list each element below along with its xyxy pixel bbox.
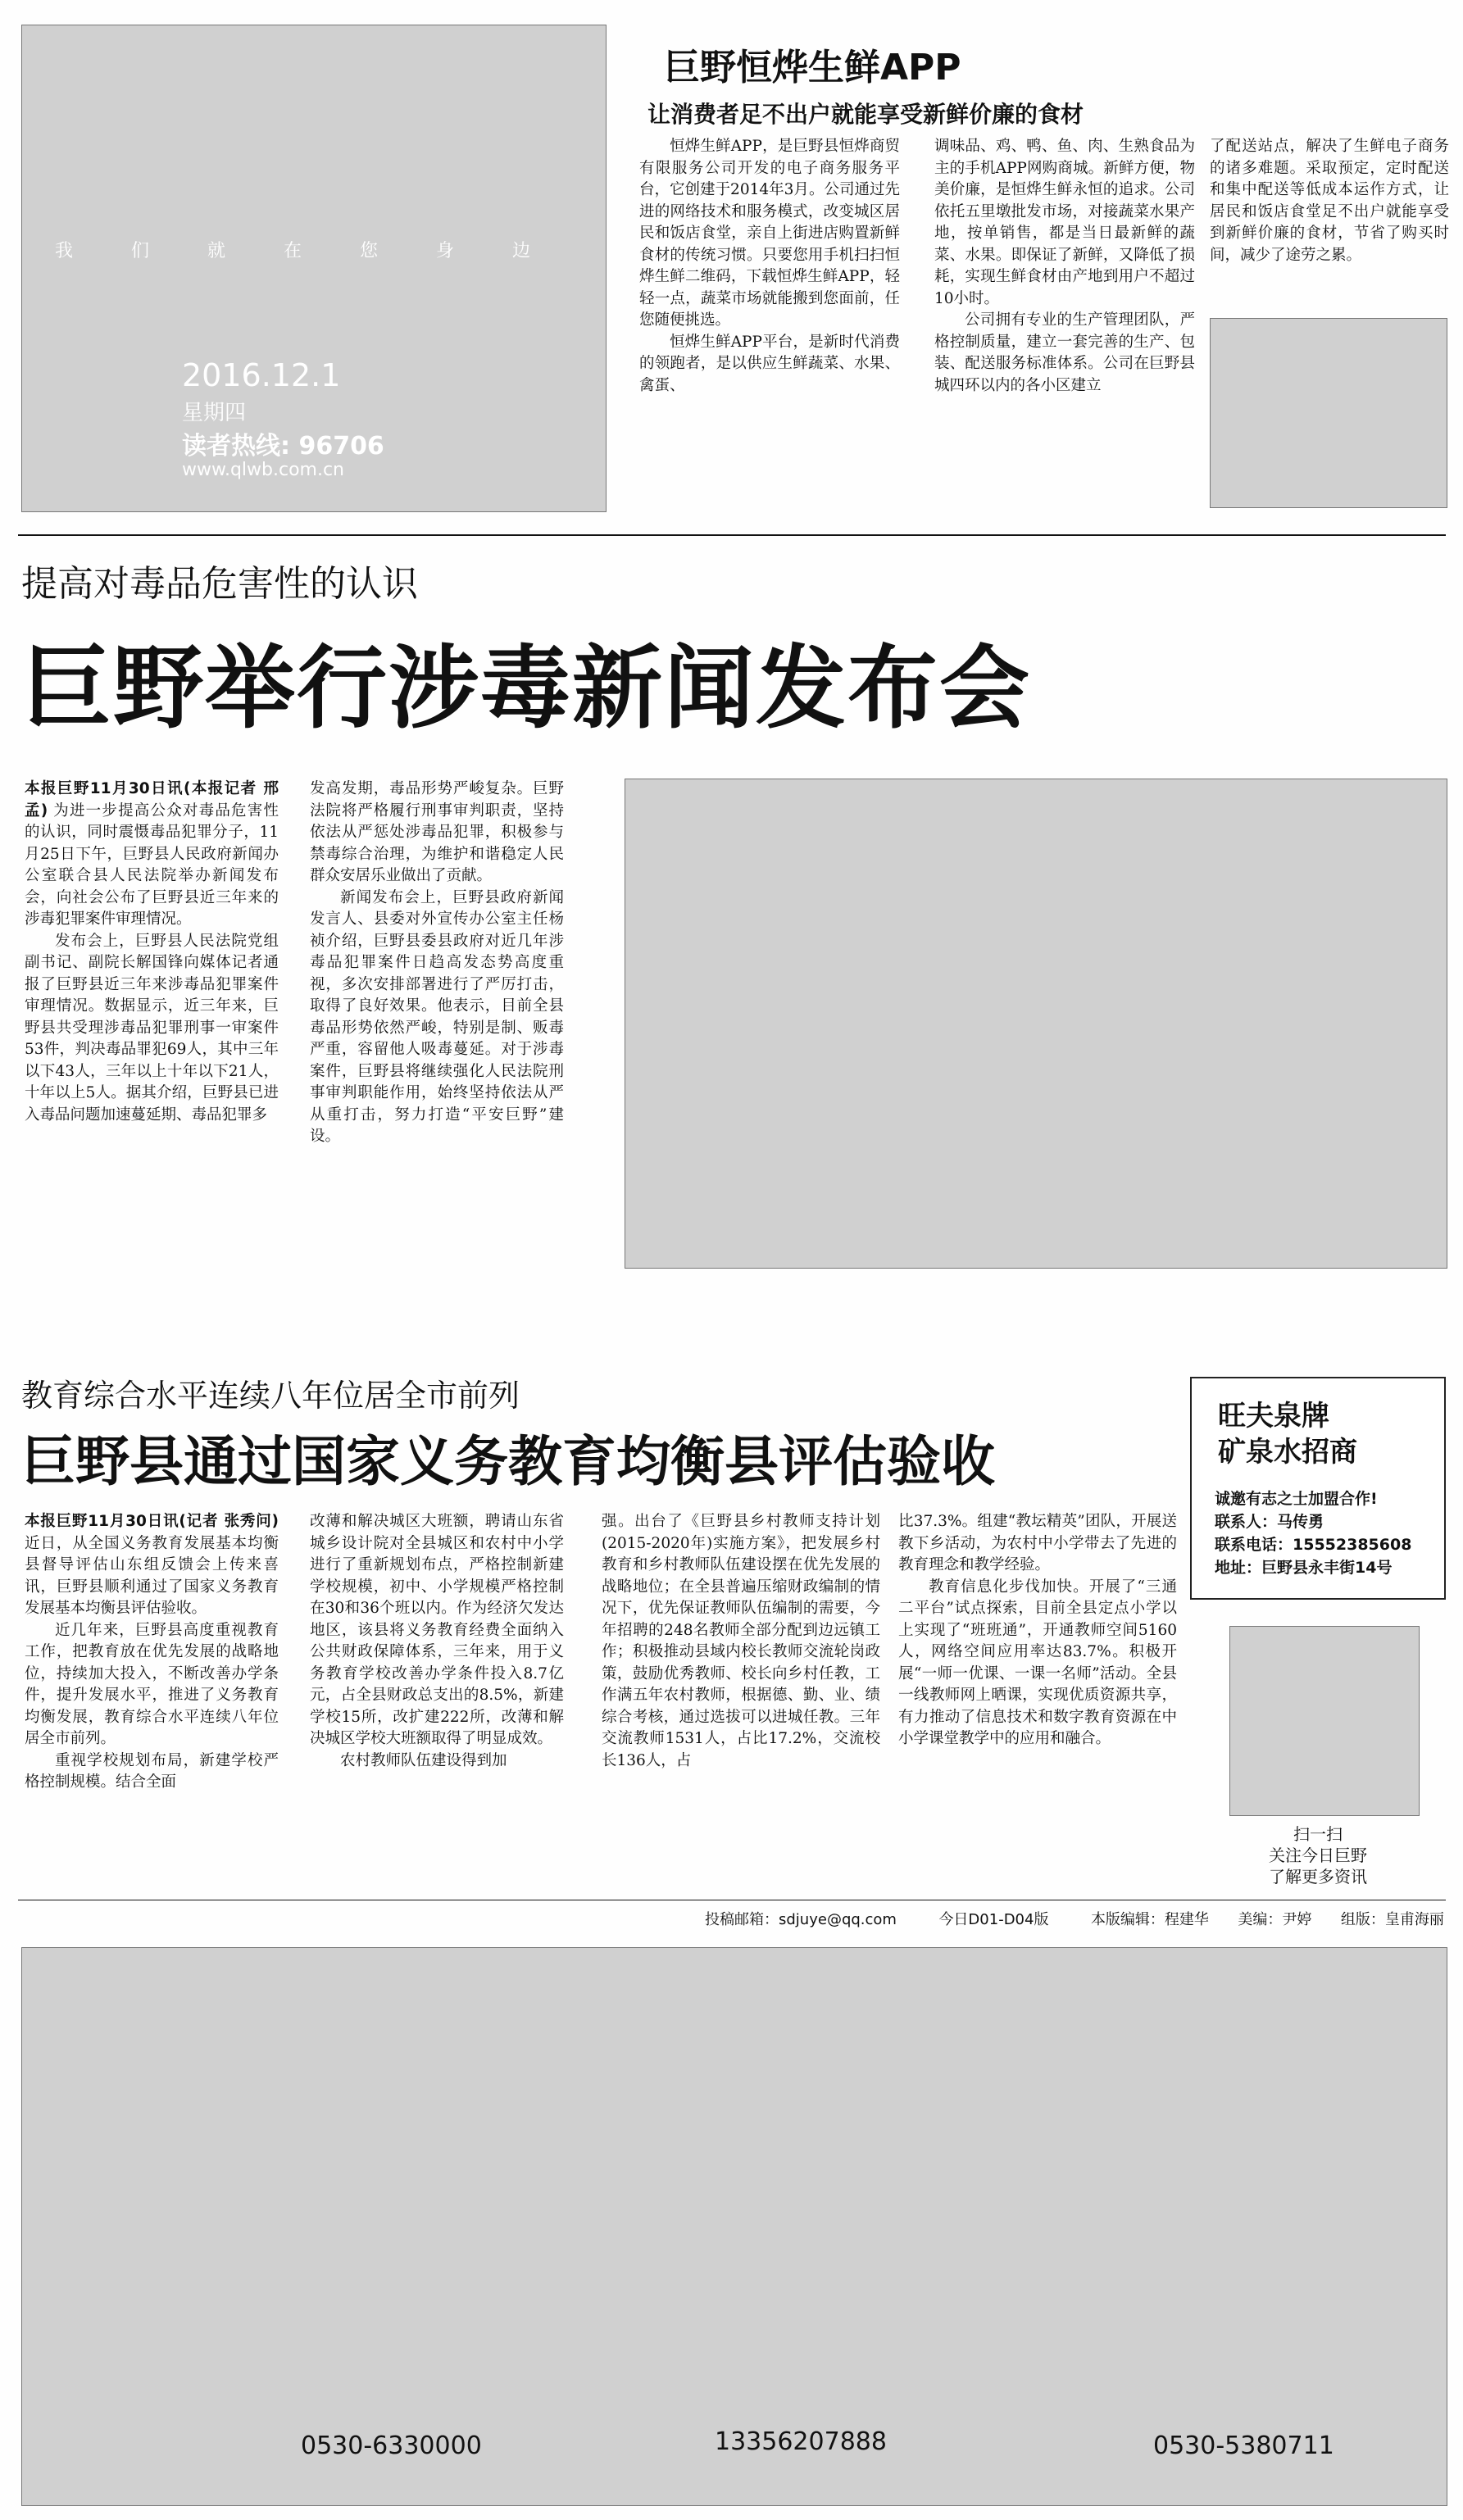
- masthead-website[interactable]: www.qlwb.com.cn: [182, 460, 344, 480]
- article2-col2: [310, 779, 564, 1270]
- article3-col1-p1-text: 近日，从全国义务教育发展基本均衡县督导评估山东组反馈会上传来喜讯，巨野县顺利通过了国家义务教育发展基本均衡县评估验收。: [25, 1534, 279, 1617]
- qr-code[interactable]: [1229, 1626, 1420, 1816]
- ad-box-line2: 联系人：马传勇: [1215, 1513, 1324, 1531]
- article3-col2-p2: 农村教师队伍建设得到加: [340, 1751, 507, 1769]
- article1-col2: [934, 136, 1195, 506]
- article1-subtitle: 让消费者足不出户就能享受新鲜价廉的食材: [647, 101, 1084, 128]
- ad-box-title-line2: 矿泉水招商: [1218, 1436, 1357, 1469]
- bottom-ad-phone3: 0530-5380711: [1153, 2431, 1334, 2460]
- bottom-ad-phone1: 0530-6330000: [301, 2431, 482, 2460]
- masthead-weekday: 星期四: [182, 401, 247, 425]
- article2-col2-p1: 发高发期，毒品形势严峻复杂。巨野法院将严格履行刑事审判职责，坚持依法从严惩处涉毒品犯罪，积极参与禁毒综合治理，为维护和谐稳定人民群众安居乐业做出了贡献。: [310, 780, 564, 884]
- footer-edition: 今日D01-D04版: [938, 1911, 1049, 1928]
- article3-col2-p1: 改薄和解决城区大班额，聘请山东省城乡设计院对全县城区和农村中小学进行了重新规划布点，严格控制新建学校规模，初中、小学规模严格控制在30和36个班以内。作为经济欠发达地区，该县将义务教育经费全面纳入公共财政保障体系，三年来，用于义务教育学校改善办学条件投入8.7亿元，占全县财政总支出的8.5%，新建学校15所，改扩建222所，改薄和解决城区学校大班额取得了明显成效。: [310, 1513, 564, 1747]
- divider-top: [18, 534, 1446, 536]
- article1-col3-p1: 了配送站点，解决了生鲜电子商务的诸多难题。采取预定，定时配送和集中配送等低成本运作方式，让居民和饭店食堂足不出户就能享受到新鲜价廉的食材，节省了购买时间，减少了途劳之累。: [1210, 138, 1449, 264]
- article3-col1-p1: [25, 1511, 279, 1620]
- article2-col1: [25, 779, 279, 1270]
- article2-lead: 本报巨野11月30日讯(本报记者 邢孟): [25, 780, 279, 820]
- masthead-photo: [21, 25, 607, 512]
- footer-bar: [705, 1908, 1446, 1932]
- masthead-slogan: 我 们 就 在 您 身 边: [55, 241, 557, 261]
- article3-kicker: 教育综合水平连续八年位居全市前列: [21, 1378, 520, 1414]
- article3-col4-p1: 比37.3%。组建“教坛精英”团队，开展送教下乡活动，为农村中小学带去了先进的教育理念和教学经验。: [898, 1513, 1177, 1573]
- ad-box: [1190, 1377, 1446, 1600]
- ad-box-line3: 联系电话：15552385608: [1215, 1536, 1412, 1554]
- article2-col1-p2: 发布会上，巨野县人民法院党组副书记、副院长解国锋向媒体记者通报了巨野县近三年来涉毒品犯罪案件审理情况。数据显示，近三年来，巨野县共受理涉毒品犯罪刑事一审案件53件，判决毒品罪犯69人，其中三年以下43人，三年以上十年以下21人，十年以上5人。据其介绍，巨野县已进入毒品问题加速蔓延期、毒品犯罪多: [25, 932, 279, 1124]
- article1-title: 巨野恒烨生鲜APP: [664, 47, 961, 89]
- article2-title: 巨野举行涉毒新闻发布会: [21, 636, 1031, 741]
- article3-col3: [602, 1511, 880, 1896]
- article2-col2-p2: 新闻发布会上，巨野县政府新闻发言人、县委对外宣传办公室主任杨祯介绍，巨野县委县政府对近几年涉毒品犯罪案件日趋高发态势高度重视，多次安排部署进行了严厉打击，取得了良好效果。他表示，目前全县毒品形势依然严峻，特别是制、贩毒严重，容留他人吸毒蔓延。对于涉毒案件，巨野县将继续强化人民法院刑事审判职能作用，始终坚持依法从严从重打击，努力打造“平安巨野”建设。: [310, 888, 564, 1145]
- article1-col2-p2: 公司拥有专业的生产管理团队，严格控制质量，建立一套完善的生产、包装、配送服务标准体系。公司在巨野县城四环以内的各小区建立: [934, 311, 1195, 394]
- article3-col3-p1: 强。出台了《巨野县乡村教师支持计划(2015-2020年)实施方案》，把发展乡村教育和乡村教师队伍建设摆在优先发展的战略地位；在全县普遍压缩财政编制的情况下，优先保证教师队伍编制的需要，今年招聘的248名教师全部分配到边远镇工作；积极推动县域内校长教师交流轮岗政策，鼓励优秀教师、校长向乡村任教，工作满五年农村教师，根据德、勤、业、绩综合考核，通过选拔可以进城任教。三年交流教师1531人，占比17.2%，交流校长136人，占: [602, 1513, 880, 1769]
- article2-col1-p1-text: 为进一步提高公众对毒品危害性的认识，同时震慑毒品犯罪分子，11月25日下午，巨野县人民政府新闻办公室联合县人民法院举办新闻发布会，向社会公布了巨野县近三年来的涉毒犯罪案件审理情况。: [25, 801, 279, 928]
- ad-box-line1: 诚邀有志之士加盟合作!: [1215, 1490, 1378, 1508]
- article3-col1-p2: 近几年来，巨野县高度重视教育工作，把教育放在优先发展的战略地位，持续加大投入，不断改善办学条件，提升发展水平，推进了义务教育均衡发展，教育综合水平连续八年位居全市前列。: [25, 1621, 279, 1747]
- footer-layout: 组版：皇甫海丽: [1340, 1911, 1444, 1928]
- ad-box-title-line1: 旺夫泉牌: [1218, 1400, 1329, 1433]
- qr-caption1: 扫一扫: [1293, 1824, 1343, 1844]
- qr-caption3: 了解更多资讯: [1269, 1867, 1367, 1887]
- masthead-date: 2016.12.1: [182, 357, 341, 393]
- article1-col3: [1210, 136, 1449, 316]
- article3-col4-p2: 教育信息化步伐加快。开展了“三通二平台”试点探索，目前全县定点小学以上实现了“班班通”，开通教师空间5160人，网络空间应用率达83.7%。积极开展“一师一优课、一课一名师”活动。全县一线教师网上晒课，实现优质资源共享，有力推动了信息技术和数字教育资源在中小学课堂教学中的应用和融合。: [898, 1578, 1177, 1747]
- ad-box-line4: 地址：巨野县永丰街14号: [1215, 1559, 1393, 1577]
- qr-caption2: 关注今日巨野: [1269, 1846, 1367, 1865]
- article1-col2-p1: 调味品、鸡、鸭、鱼、肉、生熟食品为主的手机APP网购商城。新鲜方便，物美价廉，是恒烨生鲜永恒的追求。公司依托五里墩批发市场，对接蔬菜水果产地，按单销售，都是当日最新鲜的蔬菜、水果。即保证了新鲜，又降低了损耗，实现生鲜食材由产地到用户不超过10小时。: [934, 138, 1195, 307]
- article2-kicker: 提高对毒品危害性的认识: [21, 563, 418, 605]
- bottom-ad: [21, 1947, 1447, 2506]
- article1-col1-p2: 恒烨生鲜APP平台，是新时代消费的领跑者，是以供应生鲜蔬菜、水果、禽蛋、: [639, 333, 900, 394]
- article1-photo: [1210, 318, 1447, 508]
- article1-col1: [639, 136, 900, 506]
- article2-photo: [625, 779, 1447, 1269]
- footer-email: 投稿邮箱：sdjuye@qq.com: [705, 1911, 897, 1928]
- bottom-ad-phone2: 13356207888: [715, 2427, 887, 2456]
- footer-designer: 美编：尹婷: [1238, 1911, 1312, 1928]
- article3-title: 巨野县通过国家义务教育均衡县评估验收: [21, 1430, 995, 1493]
- article1-col1-p1: 恒烨生鲜APP，是巨野县恒烨商贸有限服务公司开发的电子商务服务平台，它创建于2014年3月。公司通过先进的网络技术和服务模式，改变城区居民和饭店食堂，亲自上街进店购置新鲜食材的传统习惯。只要您用手机扫扫恒烨生鲜二维码，下载恒烨生鲜APP，轻轻一点，蔬菜市场就能搬到您面前，任您随便挑选。: [639, 138, 900, 329]
- article3-col4: [898, 1511, 1177, 1896]
- article3-col2: [310, 1511, 564, 1896]
- article2-col1-p1: [25, 779, 279, 931]
- masthead-hotline: 读者热线: 96706: [182, 432, 384, 461]
- article3-col1: [25, 1511, 279, 1896]
- article3-col1-p3: 重视学校规划布局，新建学校严格控制规模。结合全面: [25, 1751, 279, 1791]
- article3-lead: 本报巨野11月30日讯(记者 张秀问): [25, 1513, 279, 1530]
- footer-editor: 本版编辑：程建华: [1090, 1911, 1209, 1928]
